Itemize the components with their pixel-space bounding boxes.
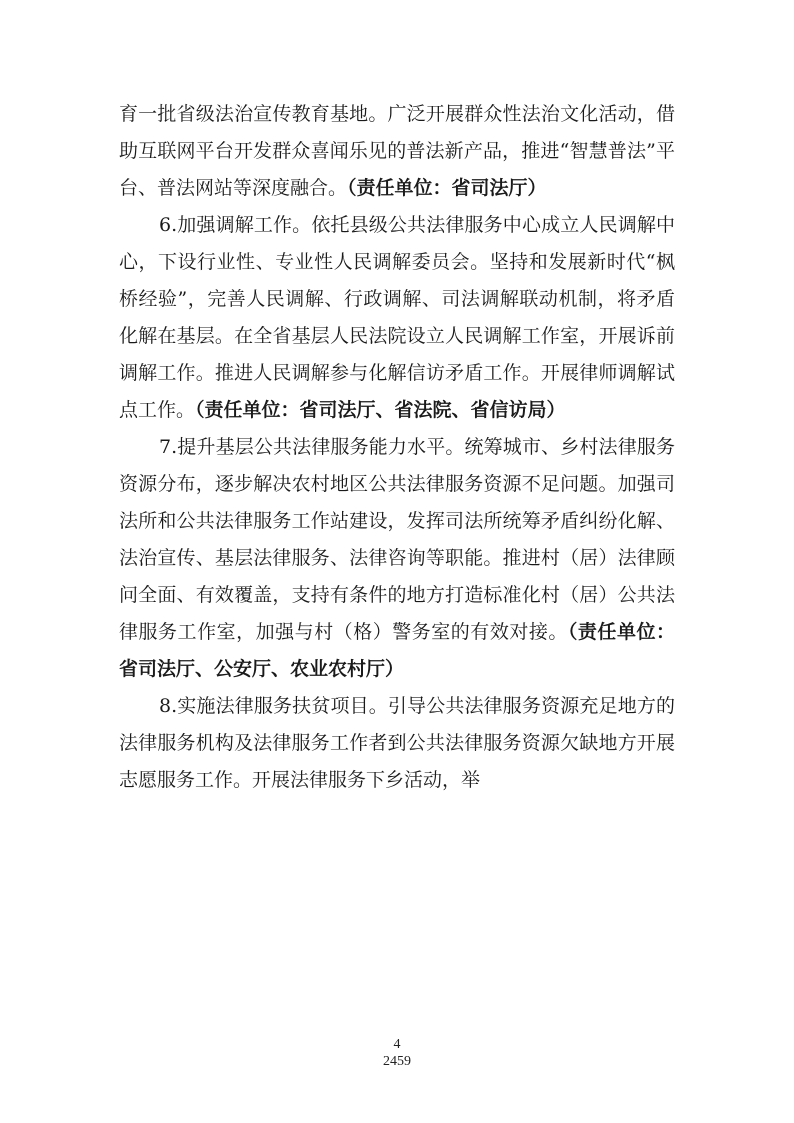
paragraph-6-mediation xyxy=(119,207,675,429)
paragraph-text: 育一批省级法治宣传教育基地。广泛开展群众性法治文化活动，借助互联网平台开发群众喜闻乐见的普法新产品，推进“智慧普法”平台、普法网站等深度融合。 xyxy=(119,103,675,199)
document-body xyxy=(119,96,675,799)
responsibility-units: （责任单位：省司法厅） xyxy=(347,177,547,199)
paragraph-5-continuation xyxy=(119,96,675,207)
paragraph-text: 8.实施法律服务扶贫项目。引导公共法律服务资源充足地方的法律服务机构及法律服务工作者到公共法律服务资源欠缺地方开展志愿服务工作。开展法律服务下乡活动，举 xyxy=(119,695,675,791)
paragraph-7-grassroots-services xyxy=(119,429,675,688)
paragraph-text: 7.提升基层公共法律服务能力水平。统筹城市、乡村法律服务资源分布，逐步解决农村地区公共法律服务资源不足问题。加强司法所和公共法律服务工作站建设，发挥司法所统筹矛盾纠纷化解、法治宣传、基层法律服务、法律咨询等职能。推进村（居）法律顾问全面、有效覆盖，支持有条件的地方打造标准化村（居）公共法律服务工作室，加强与村（格）警务室的有效对接。 xyxy=(119,436,675,643)
page-number: 4 xyxy=(393,1037,401,1052)
paragraph-text: 6.加强调解工作。依托县级公共法律服务中心成立人民调解中心，下设行业性、专业性人民调解委员会。坚持和发展新时代“枫桥经验”，完善人民调解、行政调解、司法调解联动机制，将矛盾化解在基层。在全省基层人民法院设立人民调解工作室，开展诉前调解工作。推进人民调解参与化解信访矛盾工作。开展律师调解试点工作。 xyxy=(119,214,675,421)
responsibility-units: （责任单位：省司法厅、省法院、省信访局） xyxy=(195,399,566,421)
document-number: 2459 xyxy=(383,1054,411,1069)
paragraph-8-poverty-alleviation xyxy=(119,688,675,799)
responsibility-units: （责任单位：省司法厅、公安厅、农业农村厅） xyxy=(119,621,675,680)
